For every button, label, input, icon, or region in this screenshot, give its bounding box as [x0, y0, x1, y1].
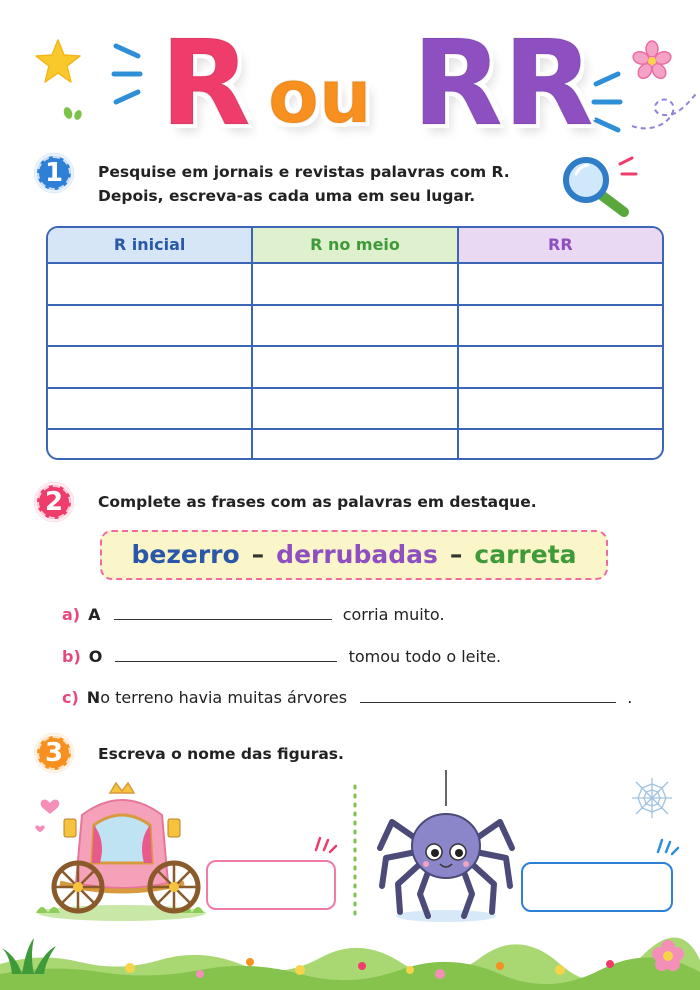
- word-carreta: carreta: [474, 540, 577, 569]
- table-cell[interactable]: [48, 347, 251, 387]
- table-cell[interactable]: [457, 264, 662, 304]
- sentence-label: a): [62, 605, 81, 624]
- table-row: [48, 428, 662, 460]
- title-r: R: [160, 14, 251, 152]
- page-title: [150, 14, 594, 152]
- sentence-label: b): [62, 647, 81, 666]
- section-3-instruction: Escreva o nome das figuras.: [98, 745, 344, 763]
- table-cell[interactable]: [251, 306, 456, 346]
- dotted-divider: [350, 782, 360, 922]
- sentence-c: c) No terreno havia muitas árvores .: [62, 688, 633, 707]
- blank-field[interactable]: [360, 702, 616, 703]
- section-2-number: 2: [34, 482, 74, 522]
- word-bezerro: bezerro: [131, 540, 240, 569]
- table-row: [48, 387, 662, 429]
- table-cell[interactable]: [457, 389, 662, 429]
- dashed-swirl-icon: [628, 86, 698, 136]
- answer-box-carriage[interactable]: [206, 860, 336, 910]
- table-cell[interactable]: [48, 306, 251, 346]
- spiderweb-icon: [630, 776, 674, 820]
- word-derrubadas: derrubadas: [276, 540, 438, 569]
- title-ou: ou: [268, 54, 372, 140]
- sentence-a: a) A corria muito.: [62, 605, 445, 624]
- spider-icon: [372, 766, 522, 926]
- table-cell[interactable]: [457, 430, 662, 460]
- table-cell[interactable]: [251, 389, 456, 429]
- table-row: [48, 264, 662, 304]
- sentence-label: c): [62, 688, 79, 707]
- sentence-b: b) O tomou todo o leite.: [62, 647, 502, 666]
- leaf-dots-icon: [62, 104, 86, 122]
- sparkle-pink-icon: [312, 834, 338, 856]
- grass-border: [0, 930, 700, 990]
- carriage-icon: [30, 775, 210, 925]
- table-row: [48, 345, 662, 387]
- sparkle-lines-left-icon: [110, 42, 146, 106]
- blank-field[interactable]: [115, 661, 337, 662]
- blank-field[interactable]: [114, 619, 332, 620]
- table-cell[interactable]: [251, 264, 456, 304]
- answer-box-spider[interactable]: [521, 862, 673, 912]
- header-r-no-meio: R no meio: [251, 228, 456, 262]
- table-row: [48, 304, 662, 346]
- section-3-number: 3: [34, 733, 74, 773]
- word-bank: [100, 530, 608, 580]
- section-2-instruction: Complete as frases com as palavras em destaque.: [98, 493, 537, 511]
- table-cell[interactable]: [48, 430, 251, 460]
- title-rr: RR: [412, 14, 594, 152]
- sparkle-blue-icon: [654, 836, 680, 858]
- table-cell[interactable]: [48, 264, 251, 304]
- table-cell[interactable]: [251, 347, 456, 387]
- word-separator: –: [449, 540, 463, 569]
- star-icon: [34, 38, 82, 84]
- table-cell[interactable]: [48, 389, 251, 429]
- flower-icon: [632, 40, 672, 80]
- table-cell[interactable]: [457, 306, 662, 346]
- word-separator: –: [251, 540, 265, 569]
- table-header: [48, 228, 662, 264]
- table-cell[interactable]: [251, 430, 456, 460]
- header-r-inicial: R inicial: [48, 228, 251, 262]
- header-rr: RR: [457, 228, 662, 262]
- table-cell[interactable]: [457, 347, 662, 387]
- section-1-number: 1: [34, 153, 74, 193]
- section-1-instruction: Pesquise em jornais e revistas palavras com R. Depois, escreva-as cada uma em seu lugar.: [98, 163, 510, 205]
- word-table: [46, 226, 664, 460]
- magnifying-glass-icon: [560, 152, 642, 222]
